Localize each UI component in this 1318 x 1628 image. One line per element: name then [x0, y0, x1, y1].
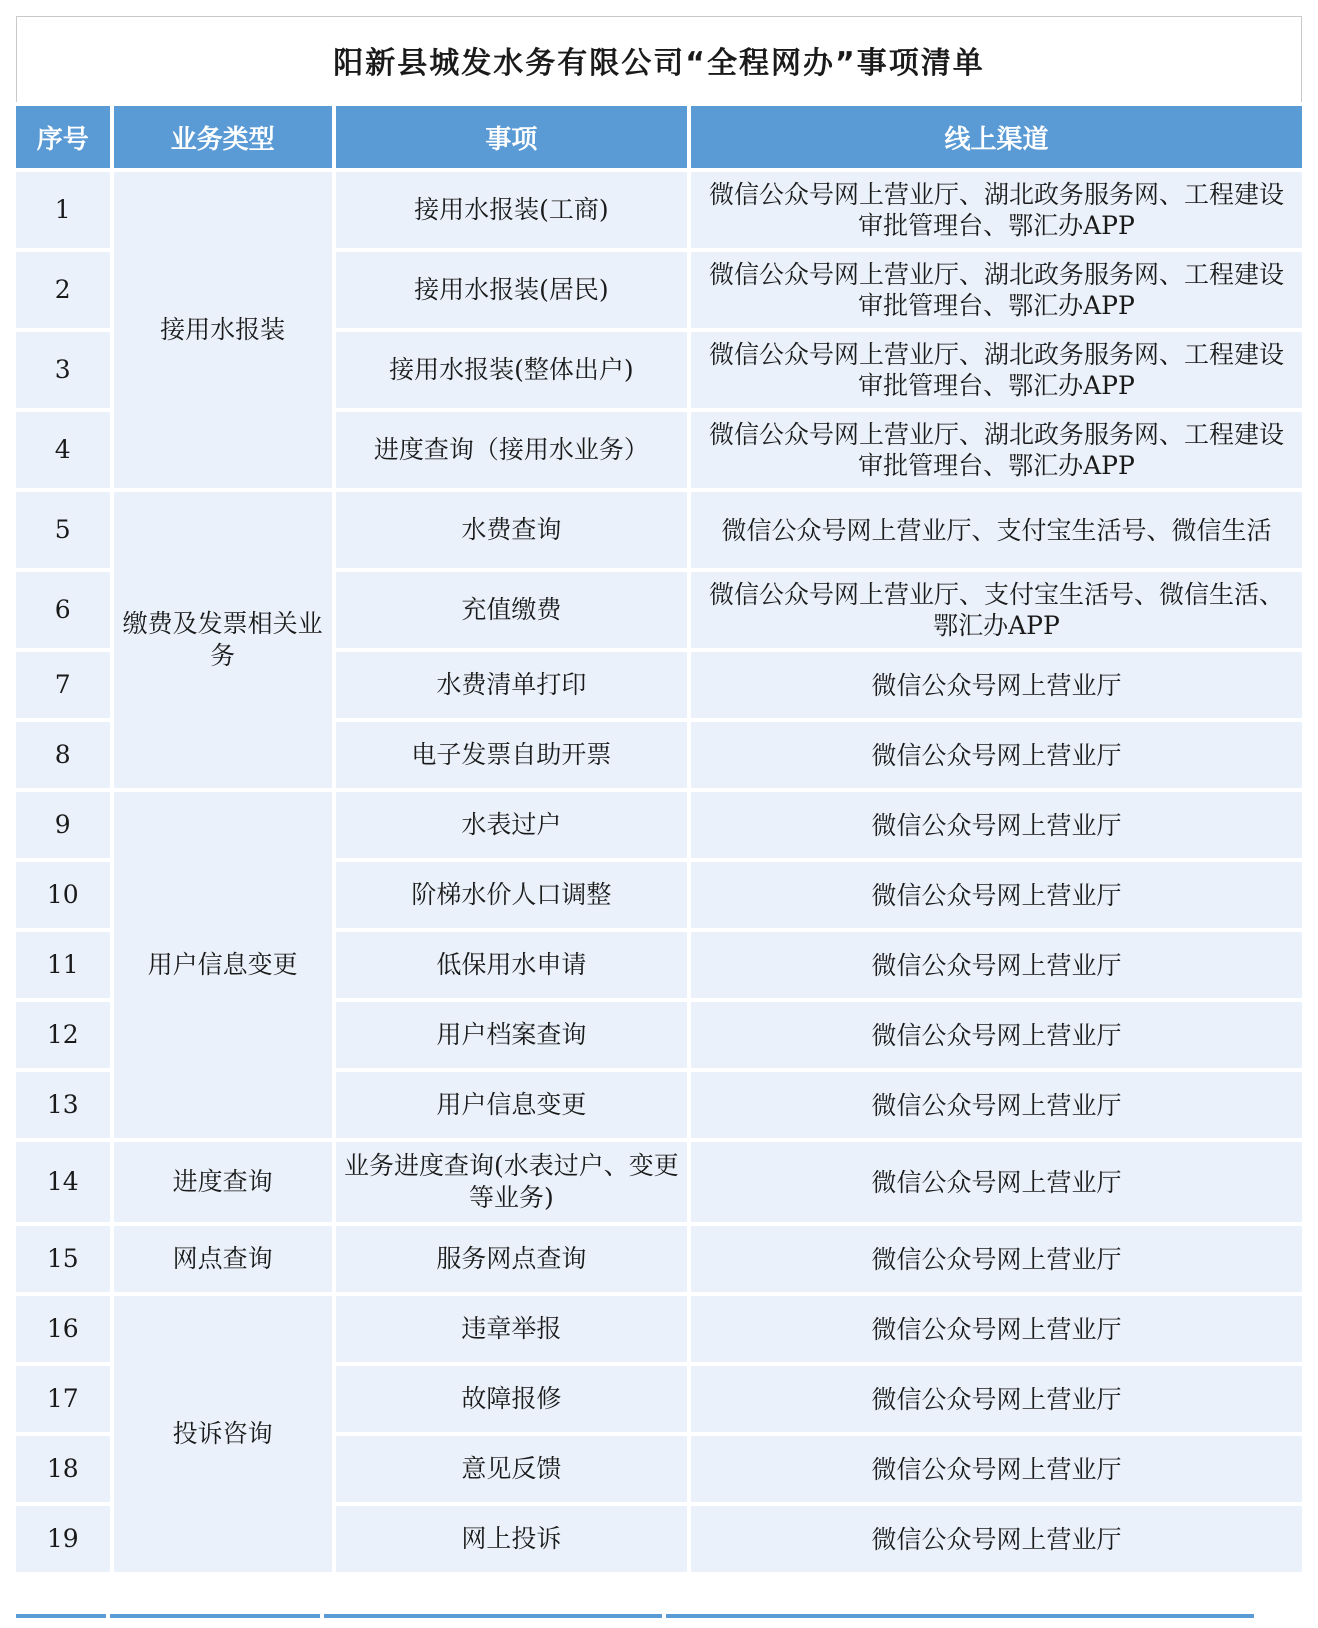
- header-seq: 序号: [16, 106, 110, 168]
- row-seq: 18: [16, 1436, 110, 1502]
- category-cell: 缴费及发票相关业务: [114, 492, 332, 788]
- row-channel: 微信公众号网上营业厅: [691, 652, 1302, 718]
- row-item: 意见反馈: [336, 1436, 687, 1502]
- row-item: 用户档案查询: [336, 1002, 687, 1068]
- row-item: 业务进度查询(水表过户、变更等业务): [336, 1142, 687, 1222]
- table-row: [16, 1226, 1302, 1292]
- row-item: 电子发票自助开票: [336, 722, 687, 788]
- category-cell: 进度查询: [114, 1142, 332, 1222]
- row-channel: 微信公众号网上营业厅: [691, 1226, 1302, 1292]
- row-seq: 15: [16, 1226, 110, 1292]
- row-channel: 微信公众号网上营业厅、湖北政务服务网、工程建设审批管理台、鄂汇办APP: [691, 252, 1302, 328]
- row-seq: 13: [16, 1072, 110, 1138]
- row-channel: 微信公众号网上营业厅、湖北政务服务网、工程建设审批管理台、鄂汇办APP: [691, 332, 1302, 408]
- row-seq: 4: [16, 412, 110, 488]
- row-channel: 微信公众号网上营业厅: [691, 1436, 1302, 1502]
- row-channel: 微信公众号网上营业厅: [691, 792, 1302, 858]
- row-item: 接用水报装(居民): [336, 252, 687, 328]
- row-item: 进度查询（接用水业务）: [336, 412, 687, 488]
- row-channel: 微信公众号网上营业厅: [691, 1366, 1302, 1432]
- row-item: 水费清单打印: [336, 652, 687, 718]
- row-seq: 9: [16, 792, 110, 858]
- row-seq: 16: [16, 1296, 110, 1362]
- table-row: [16, 1142, 1302, 1222]
- row-seq: 8: [16, 722, 110, 788]
- row-item: 故障报修: [336, 1366, 687, 1432]
- header-item: 事项: [336, 106, 687, 168]
- row-seq: 7: [16, 652, 110, 718]
- row-channel: 微信公众号网上营业厅: [691, 1002, 1302, 1068]
- table-row: [16, 492, 1302, 568]
- row-seq: 6: [16, 572, 110, 648]
- row-item: 网上投诉: [336, 1506, 687, 1572]
- page-title: 阳新县城发水务有限公司“全程网办”事项清单: [333, 45, 985, 81]
- row-item: 接用水报装(工商): [336, 172, 687, 248]
- row-seq: 14: [16, 1142, 110, 1222]
- row-item: 服务网点查询: [336, 1226, 687, 1292]
- row-channel: 微信公众号网上营业厅: [691, 862, 1302, 928]
- row-channel: 微信公众号网上营业厅、支付宝生活号、微信生活、鄂汇办APP: [691, 572, 1302, 648]
- category-cell: 投诉咨询: [114, 1296, 332, 1572]
- row-item: 阶梯水价人口调整: [336, 862, 687, 928]
- document-sheet: [16, 16, 1302, 1576]
- category-cell: 网点查询: [114, 1226, 332, 1292]
- row-seq: 19: [16, 1506, 110, 1572]
- category-cell: 接用水报装: [114, 172, 332, 488]
- row-channel: 微信公众号网上营业厅: [691, 722, 1302, 788]
- row-seq: 17: [16, 1366, 110, 1432]
- row-seq: 10: [16, 862, 110, 928]
- category-cell: 用户信息变更: [114, 792, 332, 1138]
- items-table: [12, 102, 1306, 1576]
- row-channel: 微信公众号网上营业厅: [691, 1296, 1302, 1362]
- row-item: 低保用水申请: [336, 932, 687, 998]
- row-seq: 1: [16, 172, 110, 248]
- row-item: 水费查询: [336, 492, 687, 568]
- row-item: 用户信息变更: [336, 1072, 687, 1138]
- header-channel: 线上渠道: [691, 106, 1302, 168]
- row-channel: 微信公众号网上营业厅: [691, 1142, 1302, 1222]
- table-bottom-rule: [16, 1614, 1302, 1618]
- row-item: 水表过户: [336, 792, 687, 858]
- table-row: [16, 172, 1302, 248]
- header-category: 业务类型: [114, 106, 332, 168]
- row-item: 接用水报装(整体出户): [336, 332, 687, 408]
- row-item: 违章举报: [336, 1296, 687, 1362]
- row-channel: 微信公众号网上营业厅: [691, 932, 1302, 998]
- row-seq: 3: [16, 332, 110, 408]
- table-row: [16, 1296, 1302, 1362]
- table-row: [16, 792, 1302, 858]
- row-channel: 微信公众号网上营业厅: [691, 1072, 1302, 1138]
- row-seq: 12: [16, 1002, 110, 1068]
- row-item: 充值缴费: [336, 572, 687, 648]
- row-seq: 5: [16, 492, 110, 568]
- table-header-row: [16, 106, 1302, 168]
- row-channel: 微信公众号网上营业厅: [691, 1506, 1302, 1572]
- row-channel: 微信公众号网上营业厅、湖北政务服务网、工程建设审批管理台、鄂汇办APP: [691, 412, 1302, 488]
- row-channel: 微信公众号网上营业厅、支付宝生活号、微信生活: [691, 492, 1302, 568]
- row-seq: 2: [16, 252, 110, 328]
- title-bar: [16, 16, 1302, 102]
- row-channel: 微信公众号网上营业厅、湖北政务服务网、工程建设审批管理台、鄂汇办APP: [691, 172, 1302, 248]
- row-seq: 11: [16, 932, 110, 998]
